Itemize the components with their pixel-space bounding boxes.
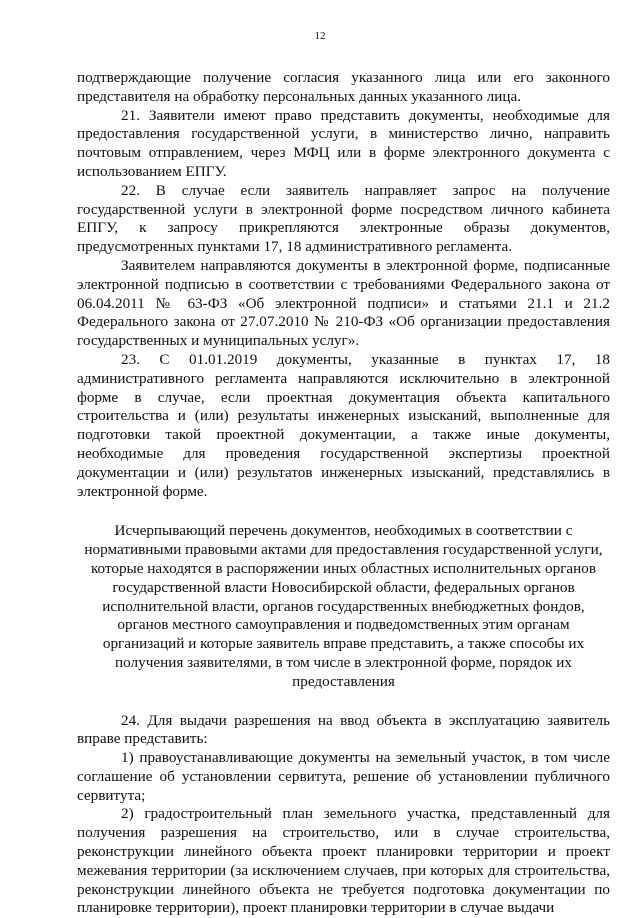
paragraph-21: 21. Заявители имеют право представить документы, необходимые для предоставления государственной услуги, в министерство лично, направить почтовым отправлением, через МФЦ или в форме электронного документа с использованием ЕПГУ. (77, 106, 610, 180)
paragraph-continuation: подтверждающие получение согласия указанного лица или его законного представителя на обработку персональных данных указанного лица. (77, 69, 610, 105)
section-heading: Исчерпывающий перечень документов, необходимых в соответствии с нормативными правовыми актами для предоставления государственной услуги, которые находятся в распоряжении иных областных исполнительных органов государственной власти Новосибирской области, федеральных органов исполнительной власти, органов государственных внебюджетных фондов, органов местного самоуправления и подведомственных этим органам организаций и которые заявитель вправе представить, а также способы их получения заявителями, в том числе в электронной форме, порядок их предоставления (84, 522, 603, 690)
paragraph-22-signature: Заявителем направляются документы в электронной форме, подписанные электронной подписью в соответствии с требованиями Федерального закона от 06.04.2011 № 63-ФЗ «Об электронной подписи» и статьями 21.1 и 21.2 Федерального закона от 27.07.2010 № 210-ФЗ «Об организации предоставления государственных и муниципальных услуг». (77, 256, 610, 350)
paragraph-24: 24. Для выдачи разрешения на ввод объекта в эксплуатацию заявитель вправе представить: (77, 711, 610, 748)
document-body (77, 69, 610, 918)
paragraph-23: 23. С 01.01.2019 документы, указанные в пунктах 17, 18 административного регламента направляются исключительно в электронной форме в случае, если проектная документация объекта капитального строительства и (или) результаты инженерных изысканий, выполненные для подготовки такой проектной документации, а также иные документы, необходимые для проведения государственной экспертизы проектной документации и (или) результатов инженерных изысканий, представлялись в электронной форме. (77, 350, 610, 500)
paragraph-22: 22. В случае если заявитель направляет запрос на получение государственной услуги в электронной форме посредством личного кабинета ЕПГУ, к запросу прикрепляются электронные образы документов, предусмотренных пунктами 17, 18 административного регламента. (77, 181, 610, 256)
page-number: 12 (314, 30, 326, 42)
paragraph-24-item-1: 1) правоустанавливающие документы на земельный участок, в том числе соглашение об установлении сервитута, решение об установлении публичного сервитута; (77, 749, 610, 804)
paragraph-24-item-2: 2) градостроительный план земельного участка, представленный для получения разрешения на строительство, или в случае строительства, реконструкции линейного объекта проект планировки территории и проект межевания территории (за исключением случаев, при которых для строительства, реконструкции линейного объекта не требуется подготовка документации по планировке территории), проект планировки территории в случае выдачи (77, 805, 610, 917)
